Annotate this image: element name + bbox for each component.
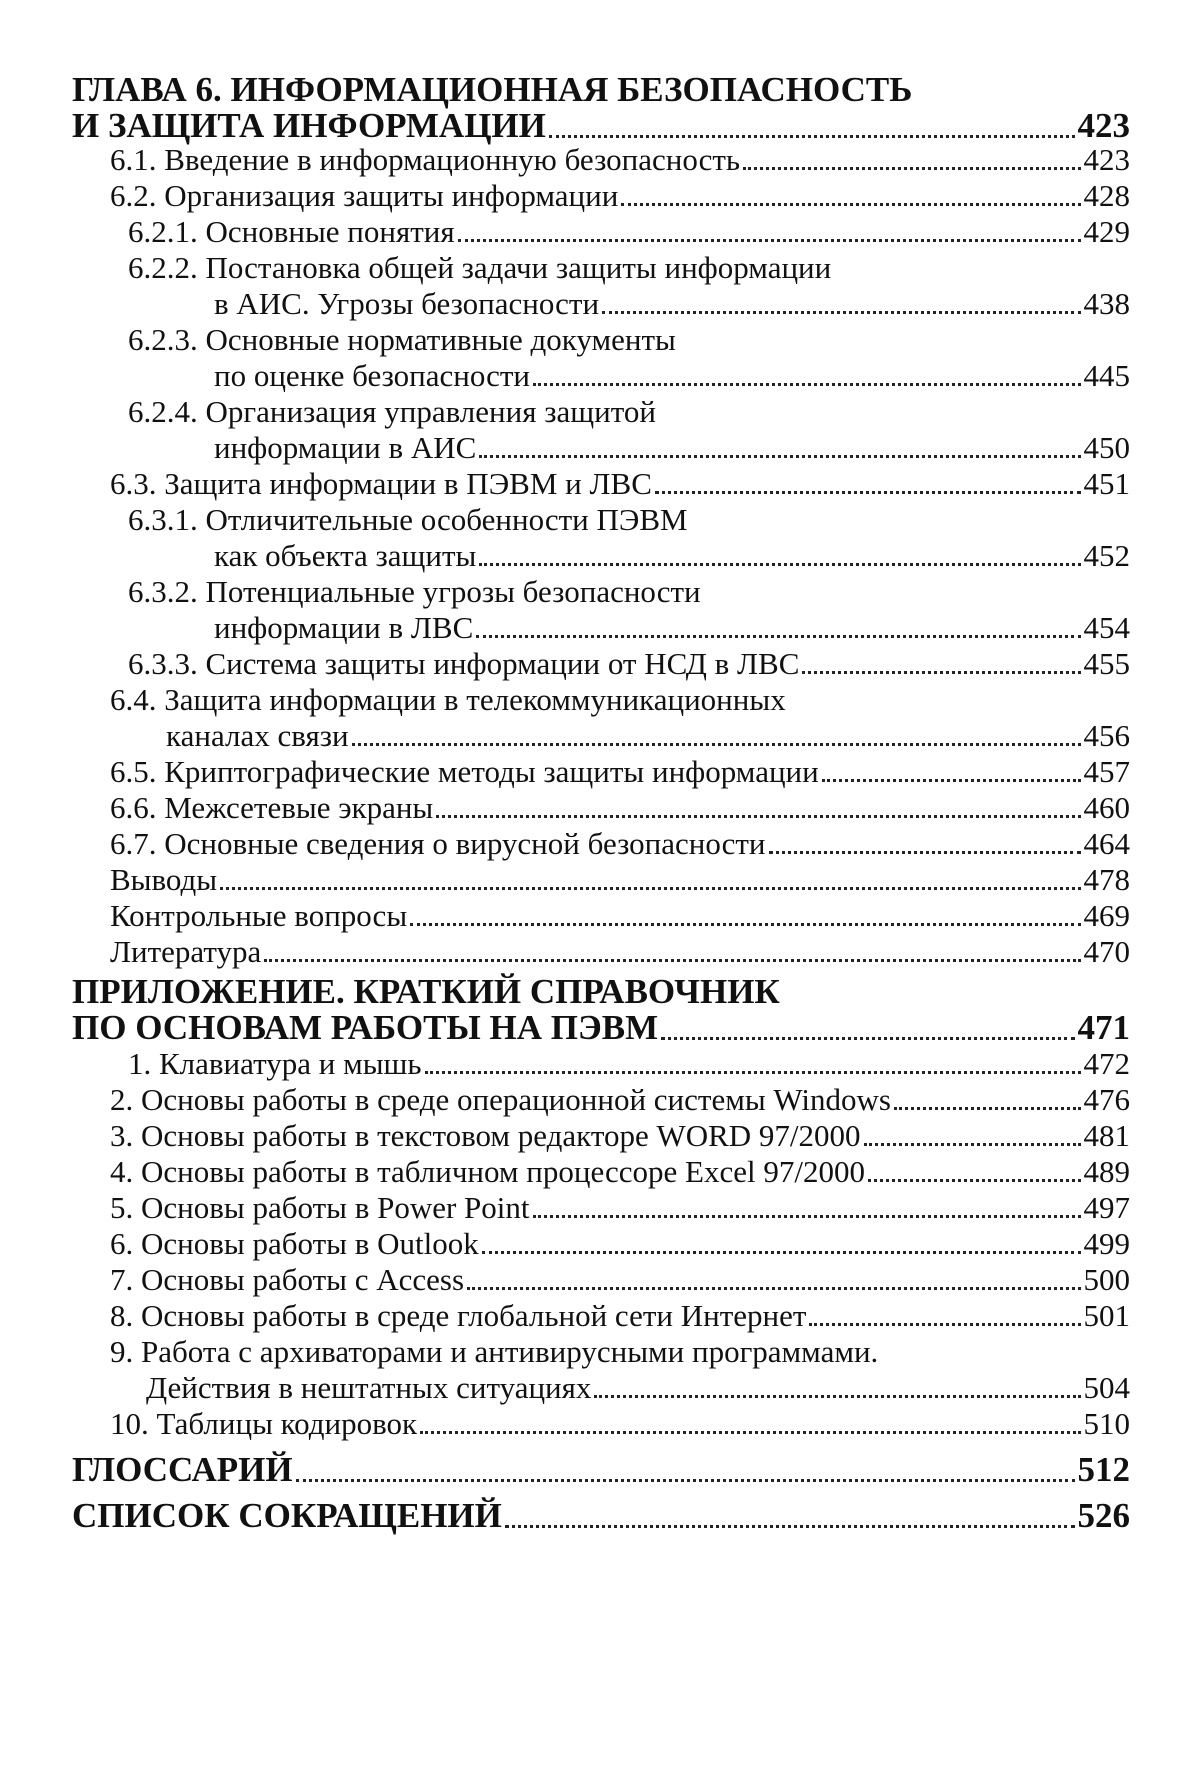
toc-entry-title: 1. Клавиатура и мышь	[128, 1046, 422, 1081]
page-number: 429	[1083, 214, 1130, 249]
dot-leader	[458, 239, 1081, 242]
toc-entry	[128, 1048, 1130, 1079]
page-number: 423	[1077, 106, 1130, 145]
dot-leader	[864, 1143, 1081, 1146]
page-number: 445	[1083, 358, 1130, 393]
toc-entry-title: 6.3.3. Система защиты информации от НСД в ЛВС	[128, 646, 800, 681]
toc-entry-continuation	[214, 360, 1130, 391]
toc-entry-title: 5. Основы работы в Power Point	[110, 1190, 530, 1225]
dot-leader	[220, 887, 1080, 890]
toc-entry-title: 6.3.2. Потенциальные угрозы безопасности	[128, 574, 701, 609]
dot-leader	[296, 1479, 1075, 1482]
toc-entry-title: 6.1. Введение в информационную безопасность	[110, 142, 741, 177]
page-number: 438	[1083, 286, 1130, 321]
dot-leader	[505, 1525, 1075, 1528]
toc-entry	[110, 1300, 1130, 1331]
toc-entry	[128, 324, 676, 355]
toc-entry-title: Контрольные вопросы	[110, 898, 408, 933]
dot-leader	[436, 815, 1080, 818]
toc-entry	[110, 1264, 1130, 1295]
toc-entry-title: 8. Основы работы в среде глобальной сети Интернет	[110, 1298, 807, 1333]
page-number: 464	[1083, 826, 1130, 861]
toc-entry-title: как объекта защиты	[214, 538, 477, 573]
page-number: 478	[1083, 862, 1130, 897]
dot-leader	[621, 203, 1080, 206]
toc-entry	[110, 1156, 1130, 1187]
toc-entry	[110, 144, 1130, 175]
dot-leader	[594, 1395, 1080, 1398]
toc-entry	[128, 216, 1130, 247]
toc-entry	[110, 1120, 1130, 1151]
toc-entry-title: 3. Основы работы в текстовом редакторе WORD 97/2000	[110, 1118, 861, 1153]
page-number: 512	[1077, 1450, 1130, 1489]
toc-entry-continuation	[214, 432, 1130, 463]
page-number: 481	[1083, 1118, 1130, 1153]
appendix-title-line-1	[72, 974, 780, 1009]
dot-leader	[533, 383, 1080, 386]
page-number: 510	[1083, 1406, 1130, 1441]
toc-entry	[110, 828, 1130, 859]
toc-entry-continuation	[214, 288, 1130, 319]
dot-leader	[420, 1431, 1080, 1434]
page-number: 526	[1077, 1496, 1130, 1535]
toc-entry-continuation	[146, 1372, 1130, 1403]
appendix-title-line-2	[72, 1010, 1130, 1045]
page-number: 455	[1083, 646, 1130, 681]
page-number: 428	[1083, 178, 1130, 213]
page-number: 476	[1083, 1082, 1130, 1117]
page-number: 497	[1083, 1190, 1130, 1225]
toc-entry	[110, 180, 1130, 211]
toc-entry-title: 6.3. Защита информации в ПЭВМ и ЛВС	[110, 466, 652, 501]
toc-entry-continuation	[214, 612, 1130, 643]
toc-entry	[110, 1192, 1130, 1223]
toc-entry	[110, 900, 1130, 931]
toc-entry-title: 10. Таблицы кодировок	[110, 1406, 418, 1441]
dot-leader	[549, 135, 1075, 138]
page-number: 472	[1083, 1046, 1130, 1081]
dot-leader	[425, 1071, 1081, 1074]
toc-entry	[110, 1336, 878, 1367]
toc-entry	[128, 396, 656, 427]
chapter-6-title-line-1	[72, 72, 912, 107]
toc-entry-title: в АИС. Угрозы безопасности	[214, 286, 600, 321]
abbreviations-title: СПИСОК СОКРАЩЕНИЙ	[72, 1496, 502, 1535]
page-number: 452	[1083, 538, 1130, 573]
toc-entry-title: 9. Работа с архиваторами и антивирусными программами.	[110, 1334, 879, 1369]
dot-leader	[769, 851, 1081, 854]
toc-entry-title: 6. Основы работы в Outlook	[110, 1226, 479, 1261]
page-number: 457	[1083, 754, 1130, 789]
toc-entry-title: 6.6. Межсетевые экраны	[110, 790, 434, 825]
toc-entry-title: по оценке безопасности	[214, 358, 531, 393]
glossary-entry	[72, 1452, 1130, 1487]
toc-entry-continuation	[214, 540, 1130, 571]
toc-entry-title: каналах связи	[166, 718, 349, 753]
page-number: 469	[1083, 898, 1130, 933]
toc-entry	[110, 1084, 1130, 1115]
toc-entry-title: 6.3.1. Отличительные особенности ПЭВМ	[128, 502, 688, 537]
page-number: 450	[1083, 430, 1130, 465]
dot-leader	[410, 923, 1080, 926]
toc-entry-title: 6.2.3. Основные нормативные документы	[128, 322, 676, 357]
dot-leader	[352, 743, 1081, 746]
dot-leader	[802, 671, 1080, 674]
page-number: 489	[1083, 1154, 1130, 1189]
toc-entry	[110, 792, 1130, 823]
page-number: 451	[1083, 466, 1130, 501]
toc-entry-title: 6.2.1. Основные понятия	[128, 214, 455, 249]
appendix-title-text-2: ПО ОСНОВАМ РАБОТЫ НА ПЭВМ	[72, 1008, 659, 1047]
toc-entry	[110, 468, 1130, 499]
toc-entry-title: 6.2. Организация защиты информации	[110, 178, 619, 213]
toc-entry-title: 6.4. Защита информации в телекоммуникационных	[110, 682, 786, 717]
toc-entry-title: 2. Основы работы в среде операционной системы Windows	[110, 1082, 891, 1117]
toc-entry-title: информации в ЛВС	[214, 610, 474, 645]
toc-entry-continuation	[166, 720, 1130, 751]
toc-entry	[128, 648, 1130, 679]
toc-entry-title: 6.2.2. Постановка общей задачи защиты информации	[128, 250, 832, 285]
toc-entry	[110, 756, 1130, 787]
dot-leader	[467, 1287, 1080, 1290]
toc-entry	[110, 684, 786, 715]
dot-leader	[479, 455, 1080, 458]
toc-entry	[110, 1408, 1130, 1439]
toc-entry	[128, 252, 831, 283]
toc-entry	[128, 576, 701, 607]
page-number: 470	[1083, 934, 1130, 969]
toc-entry	[110, 1228, 1130, 1259]
chapter-6-title-line-2	[72, 108, 1130, 143]
toc-entry-title: информации в АИС	[214, 430, 477, 465]
chapter-6-title-text: ГЛАВА 6. ИНФОРМАЦИОННАЯ БЕЗОПАСНОСТЬ	[72, 70, 913, 109]
dot-leader	[602, 311, 1080, 314]
dot-leader	[533, 1215, 1081, 1218]
toc-entry-title: 7. Основы работы с Access	[110, 1262, 465, 1297]
glossary-title: ГЛОССАРИЙ	[72, 1450, 293, 1489]
dot-leader	[661, 1037, 1074, 1040]
dot-leader	[894, 1107, 1081, 1110]
toc-entry-title: 4. Основы работы в табличном процессоре Excel 97/2000	[110, 1154, 865, 1189]
dot-leader	[743, 167, 1080, 170]
toc-entry-title: Литература	[110, 934, 262, 969]
dot-leader	[479, 563, 1080, 566]
page-number: 454	[1083, 610, 1130, 645]
dot-leader	[482, 1251, 1081, 1254]
page-number: 500	[1083, 1262, 1130, 1297]
dot-leader	[264, 959, 1080, 962]
toc-entry-title: 6.5. Криптографические методы защиты информации	[110, 754, 819, 789]
dot-leader	[809, 1323, 1080, 1326]
appendix-title-text: ПРИЛОЖЕНИЕ. КРАТКИЙ СПРАВОЧНИК	[72, 972, 780, 1011]
page-number: 423	[1083, 142, 1130, 177]
page-number: 471	[1077, 1008, 1130, 1047]
toc-entry-title: Действия в нештатных ситуациях	[146, 1370, 592, 1405]
page-number: 499	[1083, 1226, 1130, 1261]
toc-entry	[110, 864, 1130, 895]
toc-entry-title: 6.7. Основные сведения о вирусной безопасности	[110, 826, 766, 861]
page-number: 460	[1083, 790, 1130, 825]
dot-leader	[822, 779, 1081, 782]
toc-entry	[128, 504, 688, 535]
toc-entry-title: Выводы	[110, 862, 218, 897]
page-number: 456	[1083, 718, 1130, 753]
dot-leader	[655, 491, 1081, 494]
toc-entry	[110, 936, 1130, 967]
page-number: 501	[1083, 1298, 1130, 1333]
abbreviations-entry	[72, 1498, 1130, 1533]
toc-entry-title: 6.2.4. Организация управления защитой	[128, 394, 656, 429]
dot-leader	[868, 1179, 1081, 1182]
dot-leader	[476, 635, 1080, 638]
page-number: 504	[1083, 1370, 1130, 1405]
chapter-6-title-text-2: И ЗАЩИТА ИНФОРМАЦИИ	[72, 106, 546, 145]
